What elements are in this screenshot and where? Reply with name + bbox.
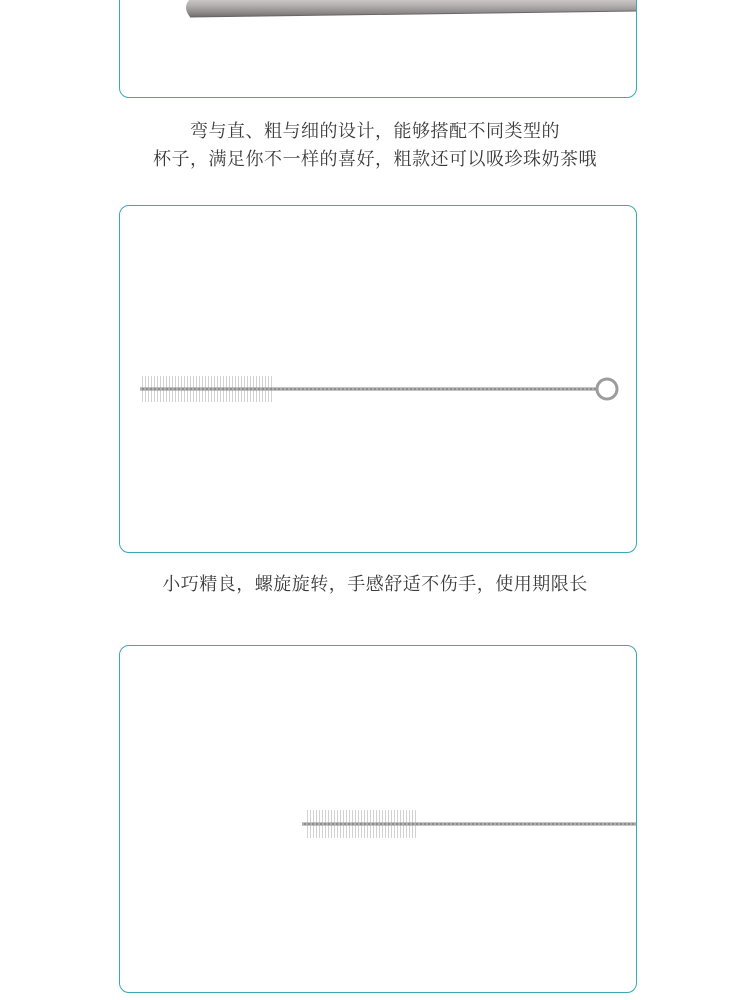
- product-image-panel-brush: [119, 205, 637, 553]
- brush-caption-line-1: 小巧精良，螺旋旋转，手感舒适不伤手，使用期限长: [162, 574, 588, 595]
- design-caption-line-2: 杯子，满足你不一样的喜好，粗款还可以吸珍珠奶茶哦: [153, 149, 597, 170]
- product-image-panel-brush-closeup: [119, 645, 637, 993]
- design-caption-line-1: 弯与直、粗与细的设计，能够搭配不同类型的: [190, 121, 560, 142]
- brush-caption: [0, 571, 750, 599]
- product-image-panel-straw: [119, 0, 637, 98]
- brush-loop-handle: [597, 379, 617, 399]
- design-caption: [0, 118, 750, 174]
- cleaning-brush-image: [120, 206, 637, 553]
- cleaning-brush-closeup-image: [120, 646, 637, 993]
- metal-straw-image: [120, 0, 637, 98]
